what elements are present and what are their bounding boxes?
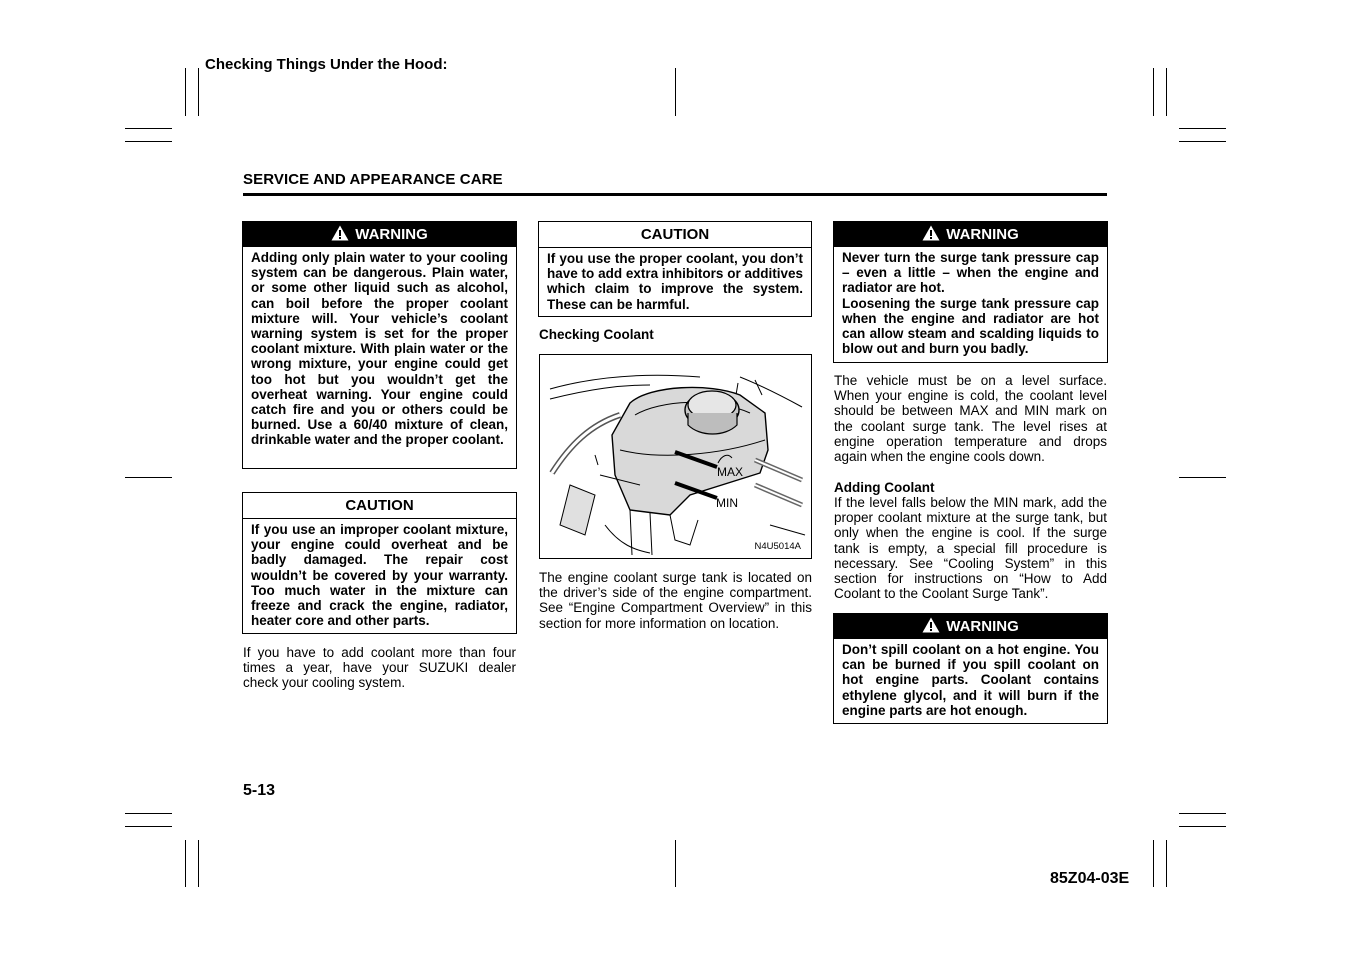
warning-body: Adding only plain water to your cooling system can be dangerous. Plain water, or some other liquid such as alcohol, can boil before the proper coolant mixture will. Your vehicle’s coolant warning system is set for the proper coolant mixture. With plain water or the wrong mixture, your engine could get too hot but you wouldn’t get the overheat warning. Your engine could catch fire and you or others could be burned. Use a 60/40 mixture of clean, drinkable water and the proper coolant. — [251, 250, 508, 448]
dealer-check-paragraph: If you have to add coolant more than four times a year, have your SUZUKI dealer check your cooling system. — [243, 645, 516, 691]
caution-box-improper-coolant — [242, 492, 517, 634]
level-surface-paragraph: The vehicle must be on a level surface. When your engine is cold, the coolant level should be between MAX and MIN mark on the coolant surge tank. The level rises at engine operation temperature and drops again when the engine cools down. — [834, 373, 1107, 465]
min-mark-label: MIN — [716, 496, 738, 510]
checking-coolant-heading: Checking Coolant — [539, 327, 654, 342]
adding-coolant-paragraph: If the level falls below the MIN mark, add the proper coolant mixture at the surge tank, but only when the engine is cool. If the surge tank is empty, a special fill procedure is necessary. See “Cooling System” in this section for instructions on “How to Add Coolant to the Coolant Surge Tank”. — [834, 495, 1107, 602]
caution-body: If you use the proper coolant, you don’t have to add extra inhibitors or additives which claim to improve the system. These can be harmful. — [547, 251, 803, 312]
warning-body — [834, 247, 1107, 360]
section-rule — [243, 193, 1107, 196]
section-title: SERVICE AND APPEARANCE CARE — [243, 171, 503, 188]
caution-body: If you use an improper coolant mixture, your engine could overheat and be badly damaged. The repair cost wouldn’t be covered by your warranty. Too much water in the mixture can freeze and crack the engine, radiator, heater core and other parts. — [251, 522, 508, 629]
figure-code: N4U5014A — [754, 541, 801, 552]
warning-title: WARNING — [946, 618, 1019, 635]
caution-box-additives — [538, 221, 812, 317]
warning-body-line-1: Never turn the surge tank pressure cap – even a little – when the engine and radiator are hot. — [842, 250, 1099, 296]
document-code: 85Z04-03E — [1050, 870, 1130, 887]
warning-box-plain-water — [242, 221, 517, 469]
warning-body-line-2: Loosening the surge tank pressure cap when the engine and radiator are hot can allow steam and scalding liquids to blow out and burn you badly. — [842, 295, 1099, 357]
warning-header — [834, 614, 1107, 639]
surge-tank-location-paragraph: The engine coolant surge tank is located on the driver’s side of the engine compartment. See “Engine Compartment Overview” in this section for more information on location. — [539, 570, 812, 631]
warning-title: WARNING — [355, 226, 428, 243]
warning-title: WARNING — [946, 226, 1019, 243]
coolant-tank-illustration — [540, 355, 811, 558]
coolant-tank-figure — [539, 354, 812, 559]
warning-triangle-icon — [331, 225, 349, 241]
warning-box-spill-coolant — [833, 613, 1108, 724]
caution-header: CAUTION — [539, 222, 811, 248]
warning-box-pressure-cap — [833, 221, 1108, 363]
warning-triangle-icon — [922, 617, 940, 633]
warning-header — [834, 222, 1107, 247]
adding-coolant-heading: Adding Coolant — [834, 480, 935, 495]
running-header: Checking Things Under the Hood: — [205, 56, 448, 73]
warning-body: Don’t spill coolant on a hot engine. You can be burned if you spill coolant on hot engine parts. Coolant contains ethylene glycol, and it will burn if the engine parts are hot enough. — [842, 642, 1099, 718]
caution-header: CAUTION — [243, 493, 516, 519]
warning-header — [243, 222, 516, 247]
page-number: 5-13 — [243, 782, 276, 799]
max-mark-label: MAX — [717, 465, 744, 479]
warning-triangle-icon — [922, 225, 940, 241]
